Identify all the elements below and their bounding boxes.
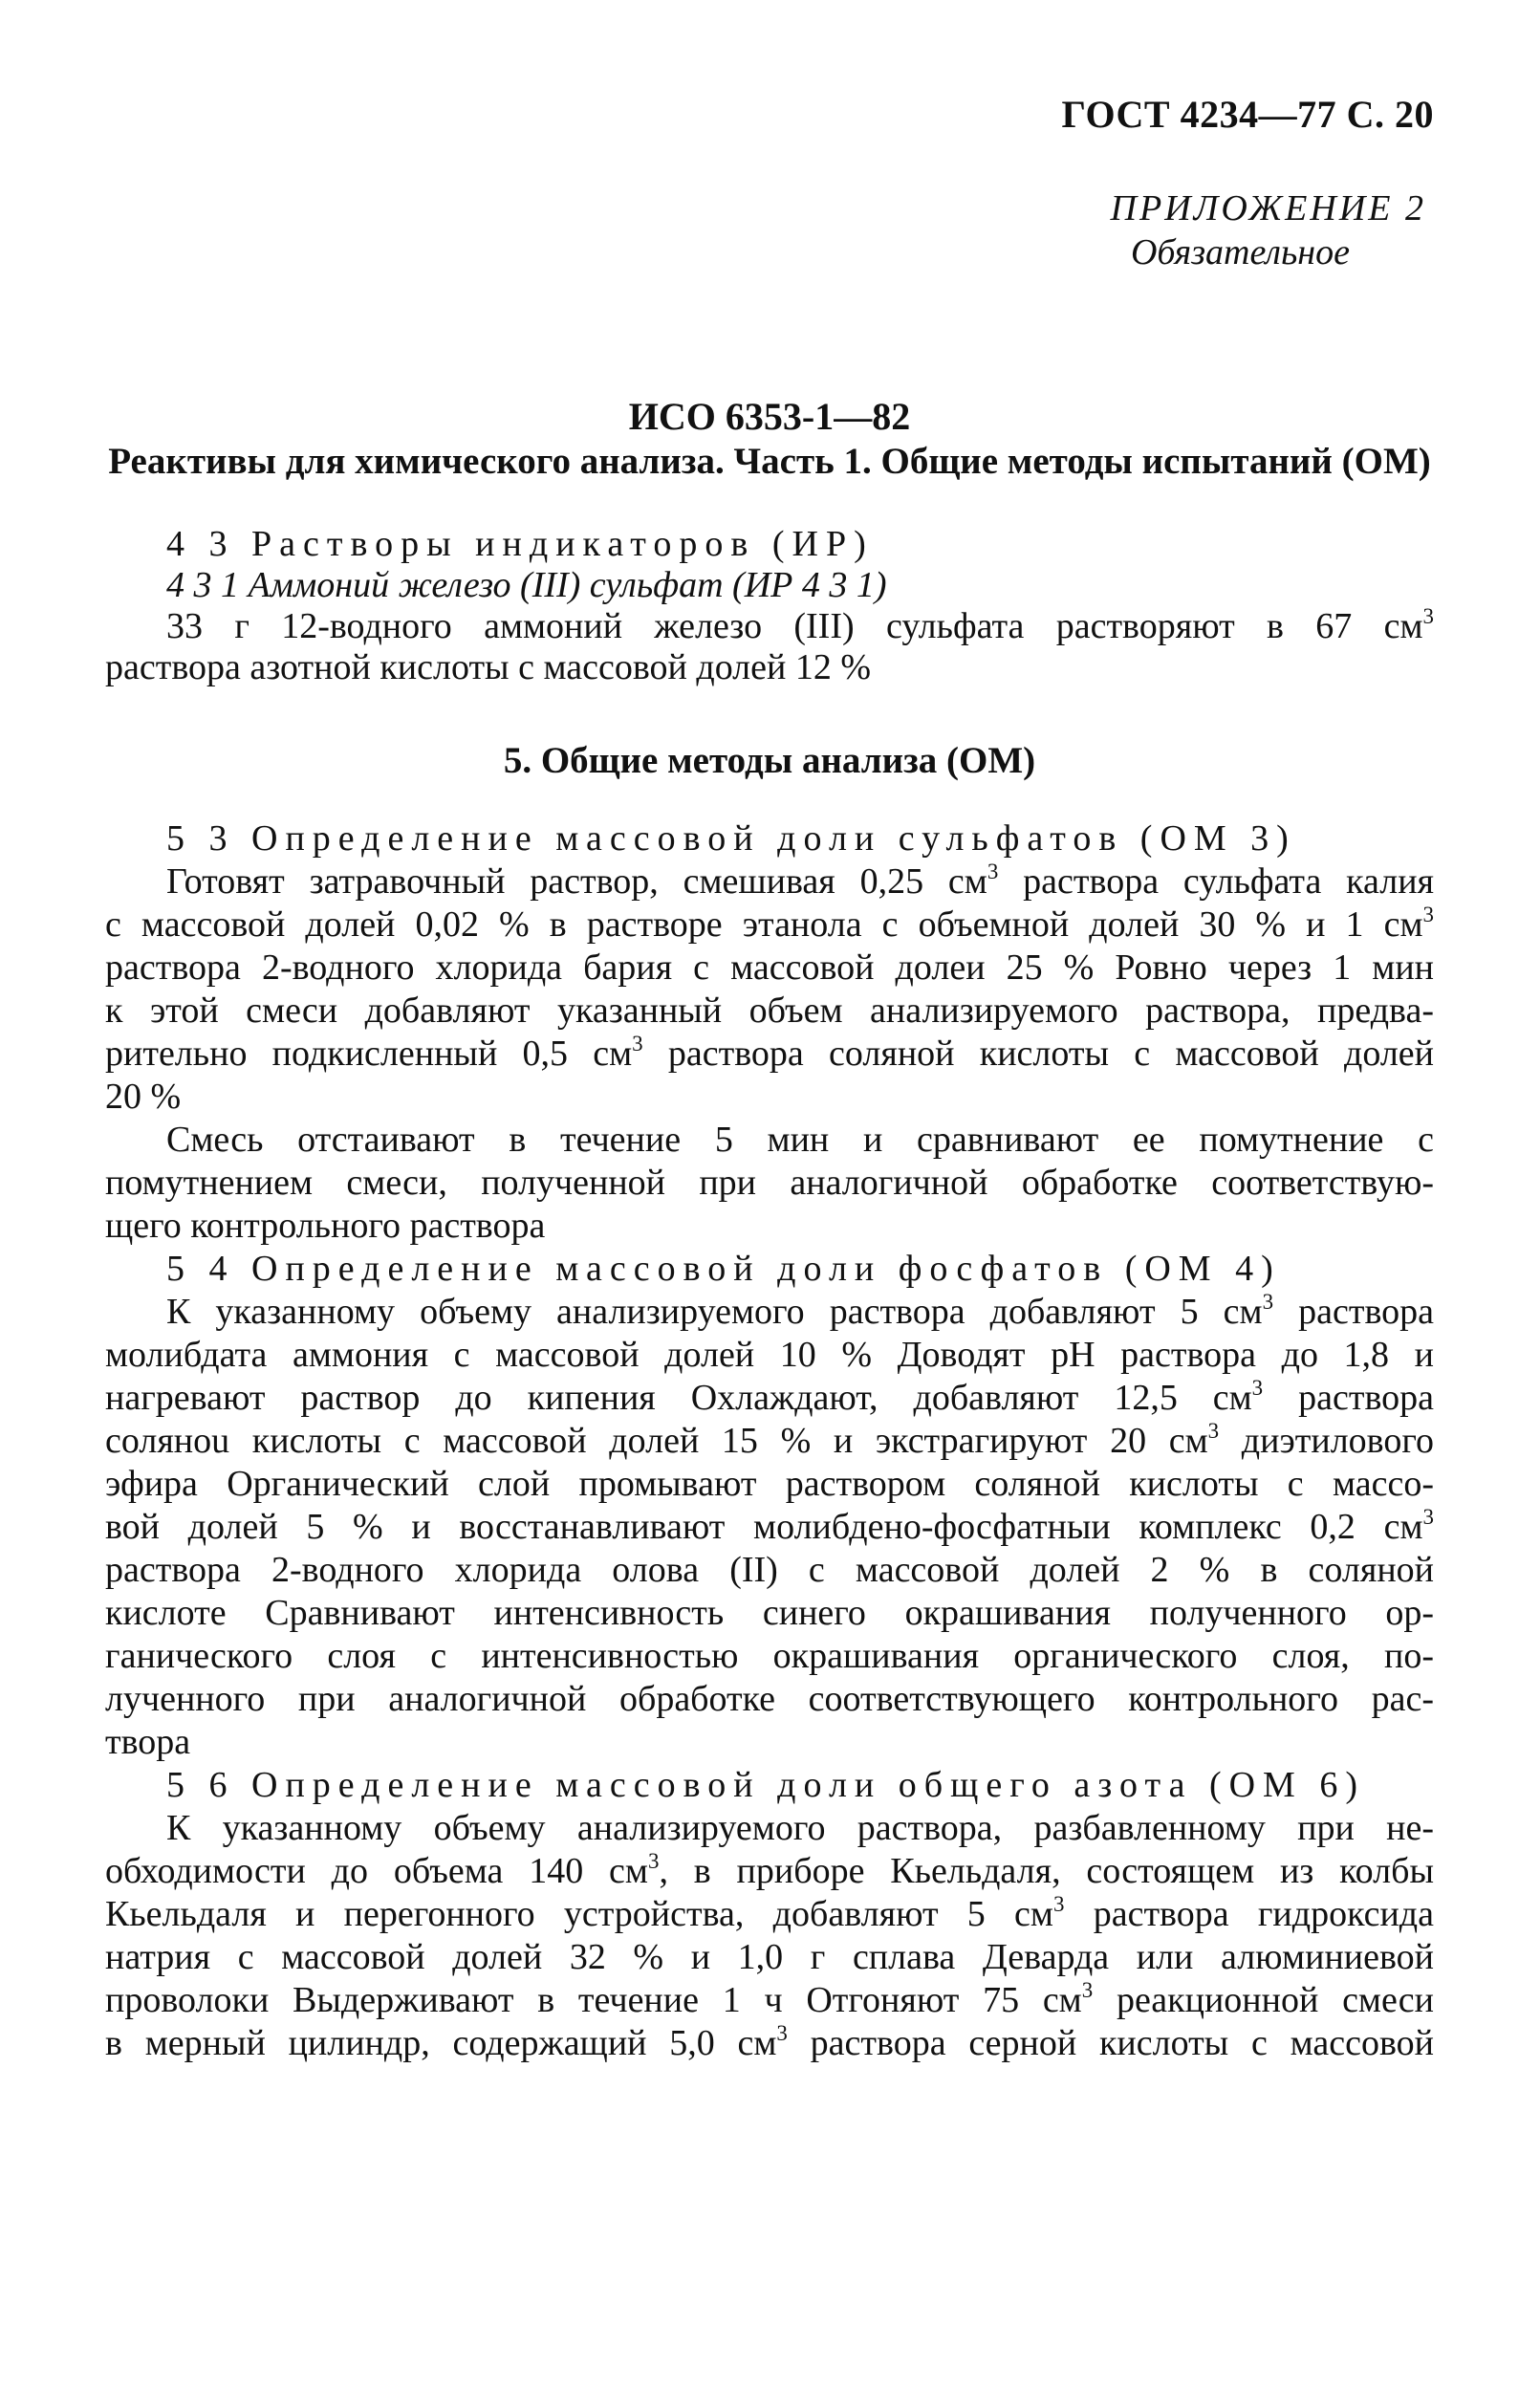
- section-4-3: [105, 524, 1434, 688]
- paragraph-line: вой долей 5 % и восстанавливают молибдено-фосфатныи комплекс 0,2 $см^3$: [105, 1505, 1434, 1547]
- paragraph-line: К указанному объему анализируемого раствора добавляют 5 $см^3$ раствора: [166, 1290, 1434, 1332]
- section-heading-5-4: 5 4 Определение массовой доли фосфатов (ОМ 4): [166, 1249, 1281, 1289]
- paragraph-line: раствора 2-водного хлорида олова (II) с массовой долей 2 % в соляной: [105, 1550, 1434, 1590]
- standard-subtitle: Реактивы для химического анализа. Часть 1. Общие методы испытаний (ОМ): [108, 441, 1431, 482]
- paragraph-line: эфира Органический слой промывают раствором соляной кислоты с массо-: [105, 1464, 1434, 1504]
- section-heading-5-6: 5 6 Определение массовой доли общего азота (ОМ 6): [166, 1765, 1365, 1805]
- appendix-note: Обязательное: [1130, 232, 1350, 272]
- section-heading-5-3: 5 3 Определение массовой доли сульфатов (ОМ 3): [166, 818, 1296, 859]
- paragraph-line: щего контрольного раствора: [105, 1206, 546, 1246]
- section-heading-5: 5. Общие методы анализа (ОМ): [503, 740, 1036, 781]
- section-heading-4-3: 4 3 Растворы индикаторов (ИР): [166, 524, 874, 564]
- paragraph-line: к этой смеси добавляют указанный объем анализируемого раствора, предва-: [105, 991, 1434, 1031]
- paragraph-line: 20 %: [105, 1077, 182, 1117]
- paragraph-line: лученного при аналогичной обработке соответствующего контрольного рас-: [105, 1679, 1434, 1719]
- standard-title: ИСО 6353-1—82: [628, 395, 911, 438]
- paragraph-line: с массовой долей 0,02 % в растворе этанола с объемной долей 30 % и 1 $см^3$: [105, 903, 1434, 945]
- paragraph-line: проволоки Выдерживают в течение 1 ч Отгоняют 75 $см^3$ реакционной смеси: [105, 1978, 1434, 2020]
- paragraph-line: кислоте Сравнивают интенсивность синего окрашивания полученного ор-: [105, 1593, 1434, 1633]
- paragraph-line: нагревают раствор до кипения Охлаждают, добавляют 12,5 $см^3$ раствора: [105, 1376, 1434, 1418]
- subsection-heading-4-3-1: 4 3 1 Аммоний железо (III) сульфат (ИР 4 3 1): [166, 565, 887, 605]
- page-header-gost: ГОСТ 4234—77 С. 20: [1061, 93, 1434, 136]
- section-5-body: [105, 817, 1434, 2065]
- paragraph-line: твора: [105, 1722, 191, 1762]
- paragraph-line: раствора 2-водного хлорида бария с массовой долеи 25 % Ровно через 1 мин: [105, 947, 1434, 988]
- paragraph-line: ганического слоя с интенсивностью окрашивания органического слоя, по-: [105, 1636, 1434, 1676]
- paragraph-line: раствора азотной кислоты с массовой долей 12 %: [105, 647, 872, 687]
- paragraph-line: Готовят затравочный раствор, смешивая 0,25 $см^3$ раствора сульфата калия: [166, 860, 1435, 902]
- paragraph-line: молибдата аммония с массовой долей 10 % Доводят рН раствора до 1,8 и: [105, 1335, 1434, 1375]
- paragraph-line: рительно подкисленный 0,5 $см^3$ раствора соляной кислоты с массовой долей: [105, 1032, 1434, 1074]
- paragraph-line: натрия с массовой долей 32 % и 1,0 г сплава Деварда или алюминиевой: [105, 1937, 1434, 1977]
- paragraph-line: помутнением смеси, полученной при аналогичной обработке соответствую-: [105, 1163, 1434, 1203]
- paragraph-line: К указанному объему анализируемого раствора, разбавленному при не-: [166, 1808, 1434, 1848]
- paragraph-line: в мерный цилиндр, содержащий 5,0 $см^3$ раствора серной кислоты с массовой: [105, 2021, 1434, 2063]
- paragraph-line: соляноu кислоты с массовой долей 15 % и экстрагируют 20 $см^3$ диэтилового: [105, 1419, 1434, 1461]
- paragraph-line: 33 г 12-водного аммоний железо (III) сульфата растворяют в 67 $см^3$: [166, 604, 1434, 646]
- paragraph-line: Смесь отстаивают в течение 5 мин и сравнивают ее помутнение с: [166, 1120, 1434, 1160]
- paragraph-line: Кьельдаля и перегонного устройства, добавляют 5 $см^3$ раствора гидроксида: [105, 1892, 1435, 1934]
- paragraph-line: обходимости до объема 140 $см^3$, в приборе Кьельдаля, состоящем из колбы: [105, 1849, 1434, 1891]
- appendix-title: ПРИЛОЖЕНИЕ 2: [1110, 188, 1426, 229]
